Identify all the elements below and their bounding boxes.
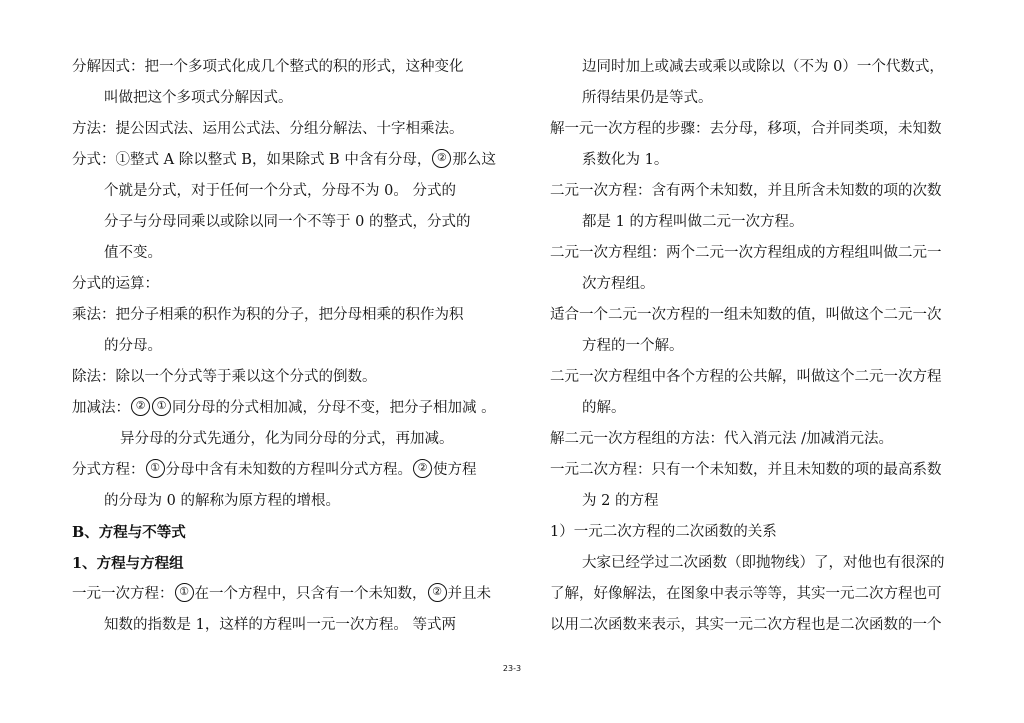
circled-number-marker: ① bbox=[146, 459, 165, 478]
text-run: 分式： bbox=[72, 152, 116, 168]
circled-number-marker: ① bbox=[175, 583, 194, 602]
subsection-heading: 1、方程与方程组 bbox=[72, 555, 184, 572]
text-line: 的解。 bbox=[582, 400, 626, 416]
text-line: 知数的指数是 1，这样的方程叫一元一次方程。 等式两 bbox=[104, 617, 456, 633]
text-run: 加减法： bbox=[72, 400, 130, 416]
page-number: 23-3 bbox=[502, 664, 522, 673]
circled-number-marker: ② bbox=[131, 397, 150, 416]
text-line bbox=[72, 455, 512, 486]
text-line: 了解，好像解法，在图象中表示等等，其实一元二次方程也可 bbox=[550, 586, 942, 602]
text-line: 一元二次方程：只有一个未知数，并且未知数的项的最高系数 bbox=[550, 462, 942, 478]
text-line: 都是 1 的方程叫做二元一次方程。 bbox=[582, 214, 804, 230]
text-line bbox=[72, 579, 512, 610]
text-line: 值不变。 bbox=[104, 245, 162, 261]
circled-number-marker: ② bbox=[428, 583, 447, 602]
text-line: 次方程组。 bbox=[582, 276, 655, 292]
text-run: 整式 A 除以整式 B，如果除式 B 中含有分母， bbox=[130, 152, 432, 168]
text-line: 为 2 的方程 bbox=[582, 493, 659, 509]
text-line: 方程的一个解。 bbox=[582, 338, 684, 354]
circled-number-marker: ② bbox=[413, 459, 432, 478]
text-line: 的分母为 0 的解称为原方程的增根。 bbox=[104, 493, 340, 509]
text-line: 个就是分式，对于任何一个分式，分母不为 0。 分式的 bbox=[104, 183, 456, 199]
text-run: 那么这 bbox=[452, 152, 496, 168]
text-run: 分式方程： bbox=[72, 462, 145, 478]
text-line: 分解因式：把一个多项式化成几个整式的积的形式，这种变化 bbox=[72, 59, 464, 75]
text-run: 分母中含有未知数的方程叫分式方程。 bbox=[165, 462, 412, 478]
section-heading: B、方程与不等式 bbox=[72, 524, 186, 541]
text-line: 以用二次函数来表示，其实一元二次方程也是二次函数的一个 bbox=[550, 617, 942, 633]
text-line: 乘法：把分子相乘的积作为积的分子，把分母相乘的积作为积 bbox=[72, 307, 464, 323]
text-line: 二元一次方程组中各个方程的公共解，叫做这个二元一次方程 bbox=[550, 369, 942, 385]
text-run: 并且未 bbox=[447, 586, 491, 602]
circled-number-marker: ① bbox=[152, 397, 171, 416]
text-line: 适合一个二元一次方程的一组未知数的值，叫做这个二元一次 bbox=[550, 307, 942, 323]
text-line: 除法：除以一个分式等于乘以这个分式的倒数。 bbox=[72, 369, 377, 385]
text-run: 同分母的分式相加减，分母不变，把分子相加减 。 bbox=[172, 400, 496, 416]
text-line: 1）一元二次方程的二次函数的关系 bbox=[550, 524, 777, 540]
text-line: 分式的运算： bbox=[72, 276, 159, 292]
text-line: 方法：提公因式法、运用公式法、分组分解法、十字相乘法。 bbox=[72, 121, 464, 137]
text-line bbox=[72, 145, 512, 176]
text-line: 分子与分母同乘以或除以同一个不等于 0 的整式，分式的 bbox=[104, 214, 471, 230]
text-line: 叫做把这个多项式分解因式。 bbox=[104, 90, 293, 106]
text-line: 解一元一次方程的步骤：去分母，移项，合并同类项，未知数 bbox=[550, 121, 942, 137]
text-line: 解二元一次方程组的方法：代入消元法 /加减消元法。 bbox=[550, 431, 893, 447]
text-line bbox=[72, 393, 512, 424]
right-column bbox=[550, 52, 990, 641]
text-line: 二元一次方程：含有两个未知数，并且所含未知数的项的次数 bbox=[550, 183, 942, 199]
text-line: 边同时加上或减去或乘以或除以（不为 0）一个代数式， bbox=[582, 59, 944, 75]
text-run: 一元一次方程： bbox=[72, 586, 174, 602]
text-line: 系数化为 1。 bbox=[582, 152, 669, 168]
text-line: 大家已经学过二次函数（即抛物线）了，对他也有很深的 bbox=[582, 555, 945, 571]
text-line: 异分母的分式先通分，化为同分母的分式，再加减。 bbox=[120, 431, 454, 447]
text-line: 所得结果仍是等式。 bbox=[582, 90, 713, 106]
circled-number-marker: ② bbox=[432, 149, 451, 168]
text-run: 使方程 bbox=[433, 462, 477, 478]
text-line: 二元一次方程组：两个二元一次方程组成的方程组叫做二元一 bbox=[550, 245, 942, 261]
left-column bbox=[72, 52, 512, 641]
text-run: 在一个方程中，只含有一个未知数， bbox=[194, 586, 427, 602]
text-run: ① bbox=[115, 152, 130, 168]
text-line: 的分母。 bbox=[104, 338, 162, 354]
